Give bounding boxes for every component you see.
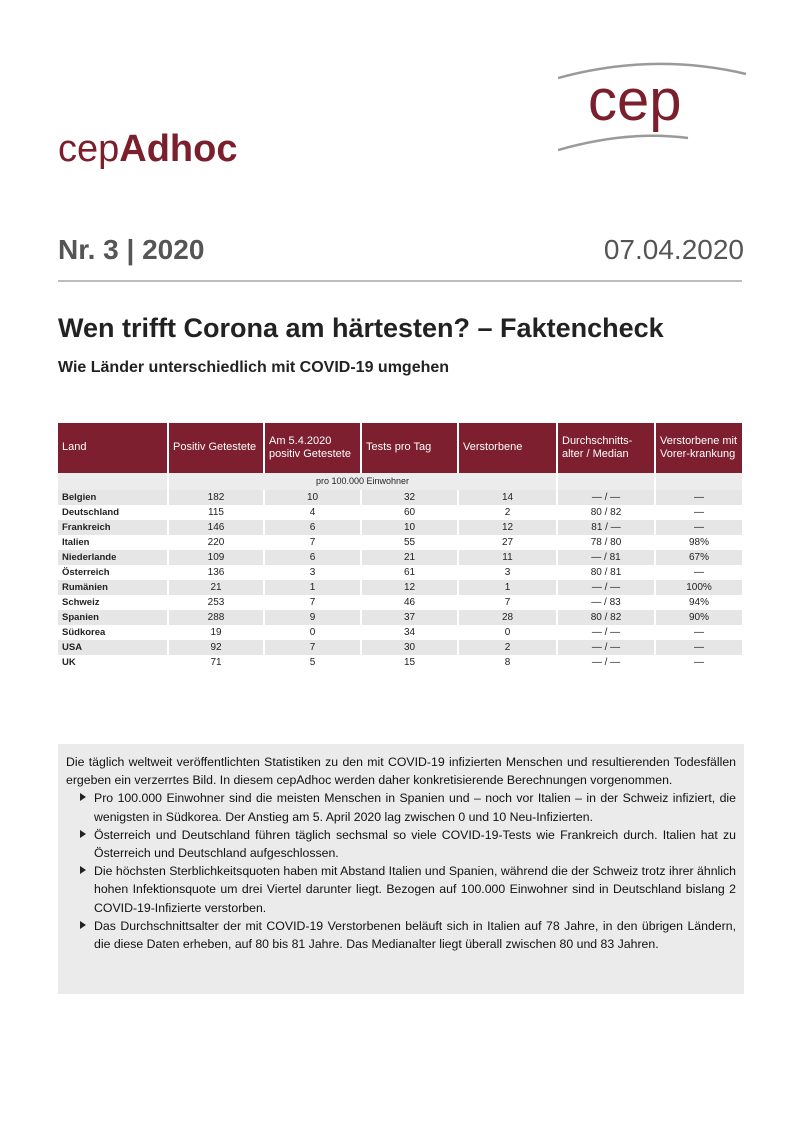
value-cell: 3 bbox=[264, 565, 361, 580]
value-cell: 11 bbox=[458, 550, 557, 565]
value-cell: 94% bbox=[655, 595, 742, 610]
value-cell: 8 bbox=[458, 655, 557, 670]
value-cell: 60 bbox=[361, 505, 458, 520]
header-vorerkrankung: Verstorbene mit Vorer-krankung bbox=[655, 423, 742, 473]
value-cell: 6 bbox=[264, 520, 361, 535]
value-cell: 21 bbox=[168, 580, 264, 595]
value-cell: 7 bbox=[458, 595, 557, 610]
table-row bbox=[58, 625, 742, 640]
value-cell: — / 81 bbox=[557, 550, 655, 565]
header-divider bbox=[58, 280, 742, 282]
table-row bbox=[58, 610, 742, 625]
value-cell: 7 bbox=[264, 595, 361, 610]
header-verstorbene: Verstorbene bbox=[458, 423, 557, 473]
publication-date: 07.04.2020 bbox=[603, 234, 744, 265]
summary-bullet bbox=[66, 789, 736, 825]
value-cell: — / — bbox=[557, 655, 655, 670]
value-cell: 10 bbox=[361, 520, 458, 535]
unit-row bbox=[58, 473, 742, 490]
value-cell: — / — bbox=[557, 640, 655, 655]
country-cell: Schweiz bbox=[58, 595, 168, 610]
value-cell: 12 bbox=[458, 520, 557, 535]
country-cell: Spanien bbox=[58, 610, 168, 625]
value-cell: — / — bbox=[557, 625, 655, 640]
value-cell: 46 bbox=[361, 595, 458, 610]
table-row bbox=[58, 565, 742, 580]
unit-spacer-left bbox=[58, 473, 168, 490]
table-row bbox=[58, 580, 742, 595]
value-cell: 220 bbox=[168, 535, 264, 550]
header-durchschnittsalter: Durchschnitts-alter / Median bbox=[557, 423, 655, 473]
summary-bullet bbox=[66, 862, 736, 917]
value-cell: 3 bbox=[458, 565, 557, 580]
logo-text: cep bbox=[588, 68, 682, 133]
value-cell: 80 / 82 bbox=[557, 610, 655, 625]
table-row bbox=[58, 520, 742, 535]
triangle-bullet-icon bbox=[80, 921, 86, 929]
country-cell: Niederlande bbox=[58, 550, 168, 565]
value-cell: 80 / 82 bbox=[557, 505, 655, 520]
header-land: Land bbox=[58, 423, 168, 473]
country-cell: Frankreich bbox=[58, 520, 168, 535]
country-cell: Südkorea bbox=[58, 625, 168, 640]
value-cell: 4 bbox=[264, 505, 361, 520]
brand-prefix: cep bbox=[58, 128, 120, 170]
triangle-bullet-icon bbox=[80, 866, 86, 874]
value-cell: 14 bbox=[458, 490, 557, 505]
value-cell: — / — bbox=[557, 580, 655, 595]
value-cell: 2 bbox=[458, 505, 557, 520]
unit-label: pro 100.000 Einwohner bbox=[168, 473, 557, 490]
triangle-bullet-icon bbox=[80, 793, 86, 801]
value-cell: 10 bbox=[264, 490, 361, 505]
value-cell: 0 bbox=[264, 625, 361, 640]
value-cell: 146 bbox=[168, 520, 264, 535]
header-positiv-getestete: Positiv Getestete bbox=[168, 423, 264, 473]
value-cell: 37 bbox=[361, 610, 458, 625]
value-cell: 136 bbox=[168, 565, 264, 580]
table-header-row bbox=[58, 423, 742, 473]
value-cell: 6 bbox=[264, 550, 361, 565]
value-cell: — bbox=[655, 625, 742, 640]
value-cell: — / — bbox=[557, 490, 655, 505]
issue-number: Nr. 3 | 2020 bbox=[58, 234, 205, 265]
value-cell: 78 / 80 bbox=[557, 535, 655, 550]
header-am-5-4-2020: Am 5.4.2020 positiv Getestete bbox=[264, 423, 361, 473]
value-cell: — bbox=[655, 490, 742, 505]
value-cell: — / 83 bbox=[557, 595, 655, 610]
value-cell: 81 / — bbox=[557, 520, 655, 535]
country-cell: USA bbox=[58, 640, 168, 655]
value-cell: 2 bbox=[458, 640, 557, 655]
country-cell: Rumänien bbox=[58, 580, 168, 595]
value-cell: 28 bbox=[458, 610, 557, 625]
country-cell: Italien bbox=[58, 535, 168, 550]
page-subtitle: Wie Länder unterschiedlich mit COVID-19 umgehen bbox=[58, 359, 450, 376]
value-cell: 90% bbox=[655, 610, 742, 625]
value-cell: 109 bbox=[168, 550, 264, 565]
table-row bbox=[58, 640, 742, 655]
value-cell: 1 bbox=[264, 580, 361, 595]
country-comparison-table bbox=[58, 423, 742, 670]
value-cell: 100% bbox=[655, 580, 742, 595]
value-cell: 32 bbox=[361, 490, 458, 505]
value-cell: — bbox=[655, 505, 742, 520]
unit-spacer-mid bbox=[557, 473, 655, 490]
value-cell: 15 bbox=[361, 655, 458, 670]
value-cell: 27 bbox=[458, 535, 557, 550]
summary-bullet bbox=[66, 917, 736, 953]
page-title: Wen trifft Corona am härtesten? – Faktencheck bbox=[58, 313, 664, 343]
country-cell: Österreich bbox=[58, 565, 168, 580]
value-cell: 61 bbox=[361, 565, 458, 580]
summary-bullet-text: Die höchsten Sterblichkeitsquoten haben mit Abstand Italien und Spanien, während die der Schweiz trotz ihrer ähnlich hohen Infektionsquote um drei Viertel darunter liegt. Bezogen auf 100.000 Einwohner sind in Deutschland bislang 2 COVID-19-Infizierte verstorben. bbox=[94, 864, 736, 915]
value-cell: 0 bbox=[458, 625, 557, 640]
value-cell: 9 bbox=[264, 610, 361, 625]
value-cell: — bbox=[655, 520, 742, 535]
summary-box bbox=[58, 744, 744, 994]
value-cell: 7 bbox=[264, 535, 361, 550]
value-cell: 30 bbox=[361, 640, 458, 655]
table-row bbox=[58, 535, 742, 550]
value-cell: 67% bbox=[655, 550, 742, 565]
value-cell: — bbox=[655, 655, 742, 670]
summary-bullet-text: Pro 100.000 Einwohner sind die meisten Menschen in Spanien und – noch vor Italien – in der Schweiz infiziert, die wenigsten in Südkorea. Der Anstieg am 5. April 2020 lag zwischen 0 und 10 Neu-Infizierten. bbox=[94, 791, 736, 824]
value-cell: 7 bbox=[264, 640, 361, 655]
country-cell: Belgien bbox=[58, 490, 168, 505]
brand-title bbox=[58, 130, 238, 168]
table-row bbox=[58, 550, 742, 565]
value-cell: 80 / 81 bbox=[557, 565, 655, 580]
value-cell: 1 bbox=[458, 580, 557, 595]
value-cell: 12 bbox=[361, 580, 458, 595]
table-row bbox=[58, 595, 742, 610]
summary-bullet-text: Österreich und Deutschland führen täglich sechsmal so viele COVID-19-Tests wie Frankreich durch. Italien hat zu Österreich und Deutschland aufgeschlossen. bbox=[94, 827, 736, 861]
value-cell: 34 bbox=[361, 625, 458, 640]
triangle-bullet-icon bbox=[80, 830, 86, 838]
header-tests-pro-tag: Tests pro Tag bbox=[361, 423, 458, 473]
value-cell: 98% bbox=[655, 535, 742, 550]
value-cell: 55 bbox=[361, 535, 458, 550]
value-cell: 115 bbox=[168, 505, 264, 520]
table-row bbox=[58, 505, 742, 520]
table-row bbox=[58, 490, 742, 505]
value-cell: 182 bbox=[168, 490, 264, 505]
value-cell: 253 bbox=[168, 595, 264, 610]
summary-bullet-text: Das Durchschnittsalter der mit COVID-19 Verstorbenen beläuft sich in Italien auf 78 Jahre, in den übrigen Ländern, die diese Daten erheben, auf 80 bis 81 Jahre. Das Medianalter liegt überall zwischen 80 und 83 Jahren. bbox=[94, 918, 736, 952]
unit-spacer-right bbox=[655, 473, 742, 490]
brand-bold: Adhoc bbox=[119, 128, 238, 170]
value-cell: — bbox=[655, 640, 742, 655]
value-cell: 5 bbox=[264, 655, 361, 670]
value-cell: 71 bbox=[168, 655, 264, 670]
value-cell: 19 bbox=[168, 625, 264, 640]
value-cell: 21 bbox=[361, 550, 458, 565]
value-cell: 92 bbox=[168, 640, 264, 655]
country-cell: UK bbox=[58, 655, 168, 670]
value-cell: — bbox=[655, 565, 742, 580]
value-cell: 288 bbox=[168, 610, 264, 625]
summary-list bbox=[66, 789, 736, 953]
cep-logo bbox=[558, 58, 748, 158]
summary-intro: Die täglich weltweit veröffentlichten Statistiken zu den mit COVID-19 infizierten Menschen und resultierenden Todesfällen ergeben ein verzerrtes Bild. In diesem cepAdhoc werden daher konkretisierende Berechnungen vorgenommen. bbox=[66, 755, 736, 788]
summary-bullet bbox=[66, 826, 736, 862]
country-cell: Deutschland bbox=[58, 505, 168, 520]
table-row bbox=[58, 655, 742, 670]
